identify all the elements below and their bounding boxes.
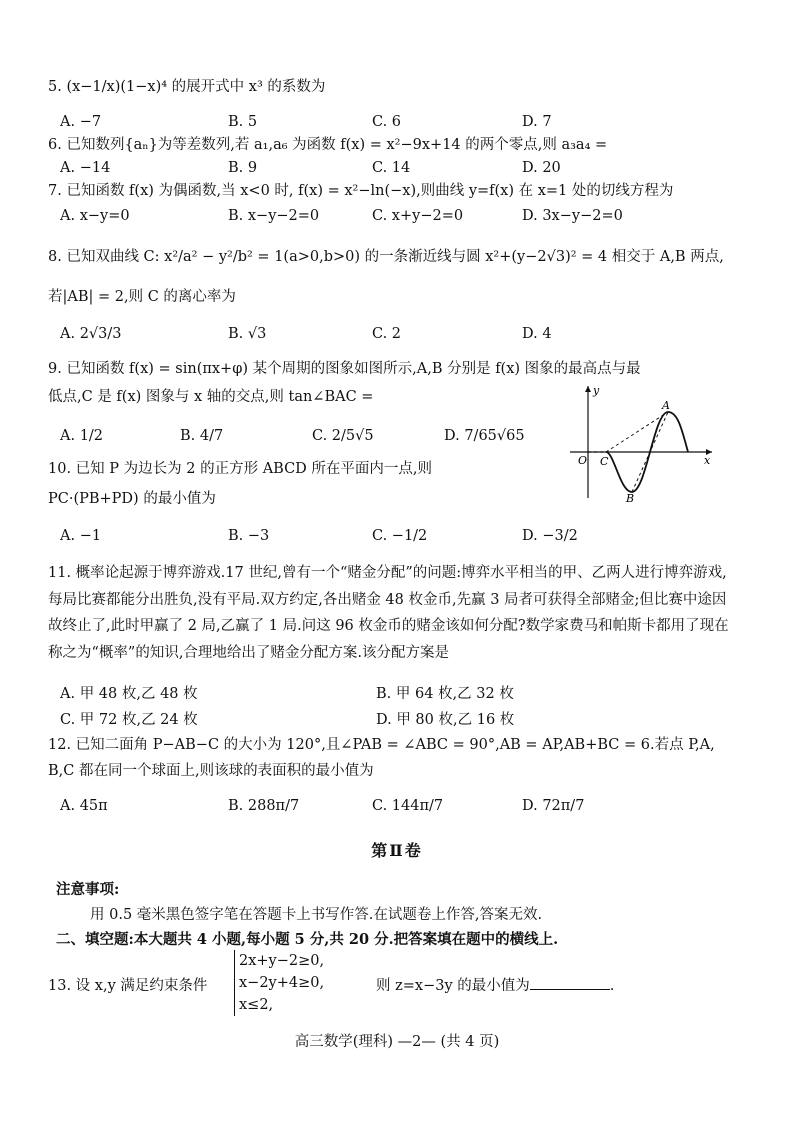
question-8-stem-line2: 若|AB| = 2,则 C 的离心率为 — [48, 289, 236, 305]
option-d: D. −3/2 — [522, 528, 578, 544]
constraint-1: 2x+y−2≥0, — [239, 953, 325, 969]
constraint-2: x−2y+4≥0, — [239, 975, 325, 991]
option-a: A. x−y=0 — [60, 208, 130, 224]
question-7-stem: 7. 已知函数 f(x) 为偶函数,当 x<0 时, f(x) = x²−ln(−x),则曲线 y=f(x) 在 x=1 处的切线方程为 — [48, 183, 674, 199]
question-10-stem-line2: PC·(PB+PD) 的最小值为 — [48, 491, 216, 507]
option-c: C. 144π/7 — [372, 798, 444, 814]
question-12-stem-line1: 12. 已知二面角 P−AB−C 的大小为 120°,且∠PAB = ∠ABC = 90°,AB = AP,AB+BC = 6.若点 P,A, — [48, 737, 715, 753]
option-b: B. 288π/7 — [228, 798, 300, 814]
constraint-3: x≤2, — [239, 997, 274, 1013]
question-13-suffix-text: 则 z=x−3y 的最小值为 — [376, 978, 530, 994]
question-8-options — [60, 320, 760, 350]
option-c: C. 6 — [372, 114, 402, 130]
option-c: C. 2/5√5 — [312, 428, 374, 444]
option-a: A. 2√3/3 — [60, 326, 122, 342]
option-a: A. 甲 48 枚,乙 48 枚 — [60, 686, 198, 702]
point-b-label: B — [626, 492, 635, 502]
option-c: C. x+y−2=0 — [372, 208, 464, 224]
option-b: B. 甲 64 枚,乙 32 枚 — [376, 686, 514, 702]
option-a: A. 1/2 — [60, 428, 104, 444]
question-10-options — [60, 522, 580, 552]
option-c: C. 14 — [372, 160, 411, 176]
x-axis-label: x — [704, 454, 711, 467]
option-b: B. −3 — [228, 528, 270, 544]
notice-body: 用 0.5 毫米黑色签字笔在答题卡上书写作答.在试题卷上作答,答案无效. — [90, 907, 543, 923]
option-d: D. 20 — [522, 160, 561, 176]
option-a: A. −7 — [60, 114, 102, 130]
point-c-label: C — [600, 455, 609, 468]
option-d: D. 72π/7 — [522, 798, 585, 814]
question-9-stem-line2: 低点,C 是 f(x) 图象与 x 轴的交点,则 tan∠BAC = — [48, 389, 374, 405]
question-13-end: . — [609, 978, 615, 994]
page-footer: 高三数学(理科) —2— (共 4 页) — [294, 1034, 500, 1050]
option-b: B. 4/7 — [180, 428, 224, 444]
option-b: B. x−y−2=0 — [228, 208, 320, 224]
question-7-options — [60, 202, 760, 232]
fill-in-section-title: 二、填空题:本大题共 4 小题,每小题 5 分,共 20 分.把答案填在题中的横线上. — [56, 931, 559, 948]
constraint-system — [234, 950, 324, 1016]
question-8-stem-line1: 8. 已知双曲线 C: x²/a² − y²/b² = 1(a>0,b>0) 的一条渐近线与圆 x²+(y−2√3)² = 4 相交于 A,B 两点, — [48, 249, 724, 265]
option-c: C. 2 — [372, 326, 402, 342]
y-axis-label: y — [593, 384, 600, 397]
question-9-options — [60, 422, 540, 452]
option-a: A. −1 — [60, 528, 102, 544]
option-b: B. 5 — [228, 114, 258, 130]
question-11-stem: 11. 概率论起源于博弈游戏.17 世纪,曾有一个“赌金分配”的问题:博弈水平相当的甲、乙两人进行博弈游戏,每局比赛都能分出胜负,没有平局.双方约定,各出赌金 48 枚金币,先赢 3 局者可获得全部赌金;但比赛中途因故终止了,此时甲赢了 2 局,乙赢了 1 局.问这 96 枚金币的赌金该如何分配?数学家费马和帕斯卡都用了现在称之为“概率”的知识,合理地给出了赌金分配方案.该分配方案是 — [48, 565, 729, 661]
option-d: D. 3x−y−2=0 — [522, 208, 623, 224]
origin-label: O — [578, 454, 588, 467]
part-two-title: 第Ⅱ卷 — [371, 841, 423, 860]
question-10-stem-line1: 10. 已知 P 为边长为 2 的正方形 ABCD 所在平面内一点,则 — [48, 461, 433, 477]
option-d: D. 4 — [522, 326, 552, 342]
option-a: A. −14 — [60, 160, 111, 176]
option-d: D. 7/65√65 — [444, 428, 525, 444]
option-c: C. 甲 72 枚,乙 24 枚 — [60, 712, 198, 728]
question-12-stem-line2: B,C 都在同一个球面上,则该球的表面积的最小值为 — [48, 763, 374, 779]
notice-title: 注意事项: — [56, 881, 120, 898]
option-b: B. √3 — [228, 326, 267, 342]
question-13-prefix: 13. 设 x,y 满足约束条件 — [48, 978, 208, 994]
option-b: B. 9 — [228, 160, 258, 176]
point-a-label: A — [662, 399, 670, 412]
option-c: C. −1/2 — [372, 528, 428, 544]
question-13-suffix — [376, 974, 614, 995]
question-12-options — [60, 792, 760, 822]
option-a: A. 45π — [60, 798, 108, 814]
question-9-stem-line1: 9. 已知函数 f(x) = sin(πx+φ) 某个周期的图象如图所示,A,B 分别是 f(x) 图象的最高点与最 — [48, 361, 641, 377]
option-d: D. 甲 80 枚,乙 16 枚 — [376, 712, 515, 728]
answer-blank[interactable] — [530, 975, 610, 990]
sine-graph-figure — [566, 382, 716, 502]
question-6-stem: 6. 已知数列{aₙ}为等差数列,若 a₁,a₆ 为函数 f(x) = x²−9x+14 的两个零点,则 a₃a₄ = — [48, 137, 608, 153]
question-5-stem: 5. (x−1/x)(1−x)⁴ 的展开式中 x³ 的系数为 — [48, 79, 326, 95]
option-d: D. 7 — [522, 114, 552, 130]
